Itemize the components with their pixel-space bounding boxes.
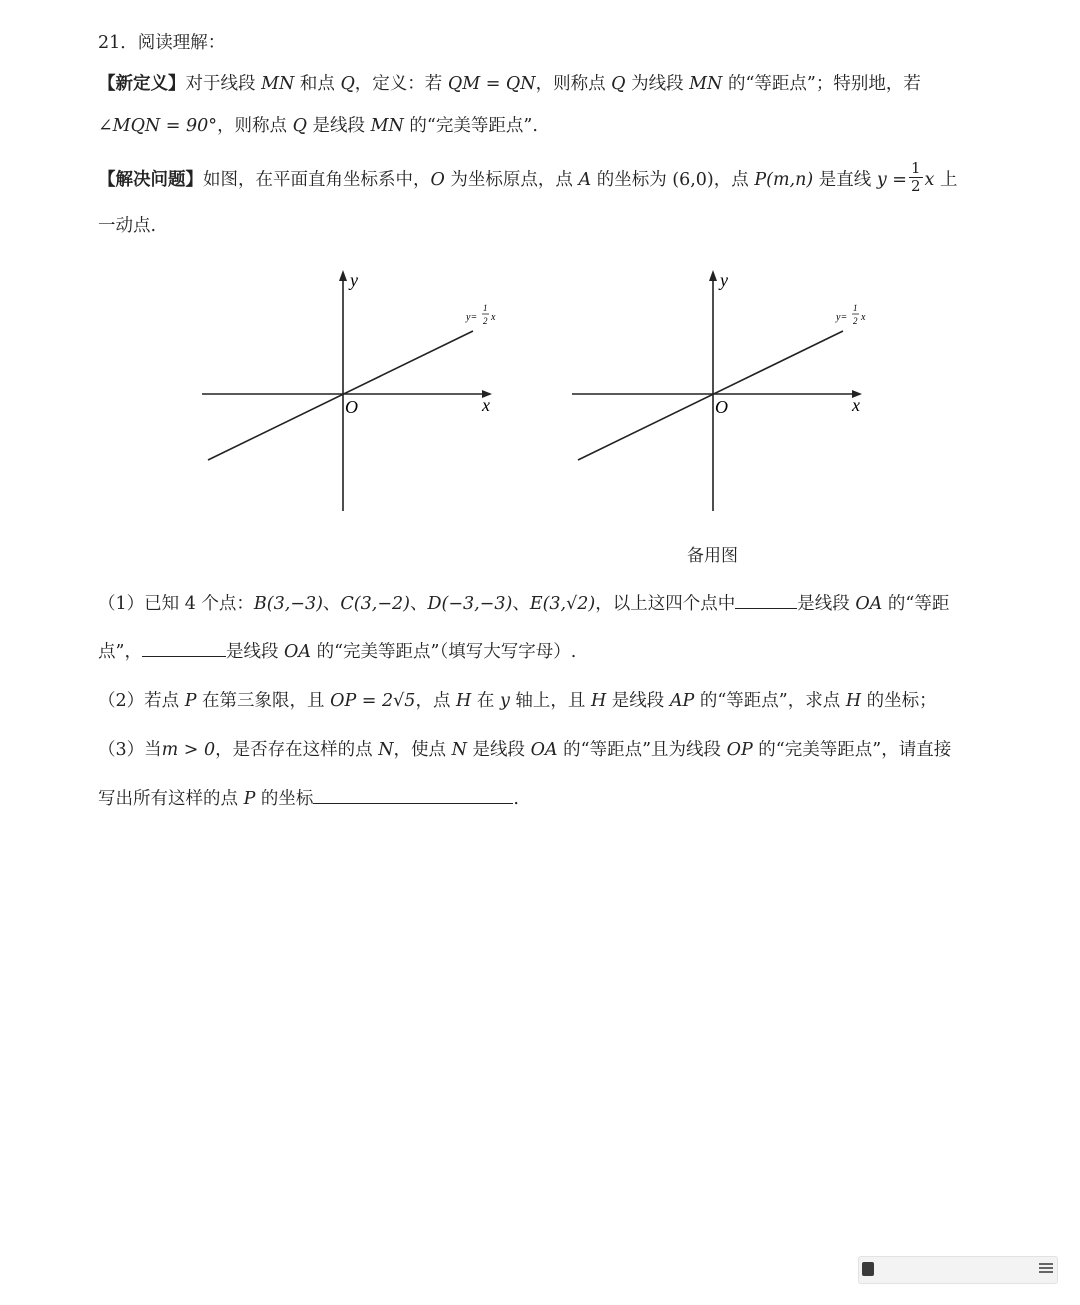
solve-line-2: 一动点. xyxy=(98,216,157,236)
line-label-den: 2 xyxy=(853,316,858,326)
answer-blank-perfect-equidistant[interactable] xyxy=(142,638,226,657)
answer-blank-equidistant[interactable] xyxy=(735,590,797,609)
line-label-den: 2 xyxy=(483,316,488,326)
question-1-line-2: 点”， 是线段 OA 的“完美等距点”（填写大写字母）. xyxy=(98,638,988,664)
line-y-half-x xyxy=(208,331,473,460)
line-label-num: 1 xyxy=(483,303,488,313)
solve-line-1: 【解决问题】如图，在平面直角坐标系中，O 为坐标原点，点 A 的坐标为 (6,0)，点 P(m,n) 是直线 y = $\frac{1}{2}$ x 上 xyxy=(98,159,958,195)
scrollbar-grip-icon[interactable] xyxy=(1039,1263,1053,1275)
y-axis-label: y xyxy=(720,270,728,290)
line-y-half-x xyxy=(578,331,843,460)
coordinate-figure-backup-svg xyxy=(570,266,870,516)
answer-blank-point-p[interactable] xyxy=(313,785,513,804)
question-2-line: （2）若点 P 在第三象限，且 OP = 2√5，点 H 在 y 轴上，且 H 是线段 AP 的“等距点”，求点 H 的坐标； xyxy=(98,691,937,711)
origin-label: O xyxy=(715,397,728,417)
problem-title: 21．阅读理解： xyxy=(98,33,226,53)
question-3-line-1: （3）当m > 0，是否存在这样的点 N，使点 N 是线段 OA 的“等距点”且为线段 OP 的“完美等距点”，请直接 xyxy=(98,740,952,760)
y-axis-label: y xyxy=(350,270,358,290)
definition-line-2: ∠MQN = 90°，则称点 Q 是线段 MN 的“完美等距点”. xyxy=(98,116,538,136)
fraction-one-half: $\frac{1}{2}$ xyxy=(910,159,921,195)
x-axis-label: x xyxy=(852,395,860,415)
solve-tag: 【解决问题】 xyxy=(98,170,203,190)
line-label-num: 1 xyxy=(853,303,858,313)
origin-label: O xyxy=(345,397,358,417)
y-axis-arrow xyxy=(339,270,347,281)
scrollbar-thumb[interactable] xyxy=(862,1262,874,1276)
figure-caption: 备用图 xyxy=(687,546,738,566)
y-axis-arrow xyxy=(709,270,717,281)
line-label-x: x xyxy=(491,312,496,323)
horizontal-scrollbar[interactable] xyxy=(858,1256,1058,1284)
definition-tag: 【新定义】 xyxy=(98,74,186,94)
coordinate-figure-main-svg xyxy=(200,266,500,516)
question-3-line-2: 写出所有这样的点 P 的坐标 . xyxy=(98,785,988,811)
coordinate-figure-backup xyxy=(570,266,870,516)
coordinate-figure-main xyxy=(200,266,500,516)
question-1-line-1: （1）已知 4 个点：B(3,−3)、C(3,−2)、D(−3,−3)、E(3,√2)，以上这四个点中 是线段 OA 的“等距 xyxy=(98,590,988,616)
line-label-y: y= xyxy=(466,312,478,323)
line-label-y: y= xyxy=(836,312,848,323)
line-label-x: x xyxy=(861,312,866,323)
definition-line-1: 【新定义】对于线段 MN 和点 Q，定义：若 QM = QN，则称点 Q 为线段 MN 的“等距点”；特别地，若 xyxy=(98,74,921,94)
x-axis-label: x xyxy=(482,395,490,415)
